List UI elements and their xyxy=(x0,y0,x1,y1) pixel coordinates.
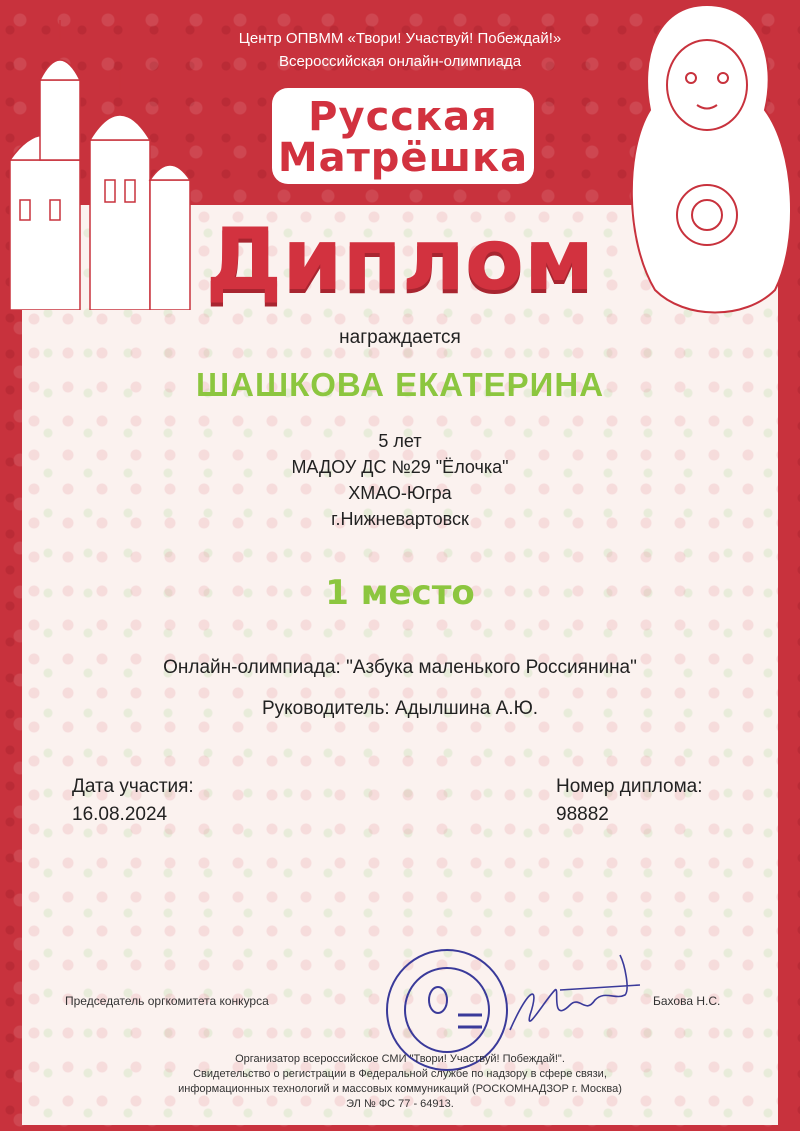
footer-line-4: ЭЛ № ФС 77 - 64913. xyxy=(346,1098,454,1110)
awarded-label: награждается xyxy=(339,327,461,348)
footer-line-1: Организатор всероссийское СМИ "Твори! Участвуй! Побеждай!". xyxy=(235,1053,565,1065)
number-value: 98882 xyxy=(556,804,609,825)
chairman-label: Председатель оргкомитета конкурса xyxy=(65,994,269,1008)
footer-line-3: информационных технологий и массовых коммуникаций (РОСКОМНАДЗОР г. Москва) xyxy=(178,1083,622,1095)
info-age: 5 лет xyxy=(378,431,422,451)
organizer-line: Центр ОПВММ «Твори! Участвуй! Побеждай!» xyxy=(238,30,562,47)
date-label: Дата участия: xyxy=(72,776,194,797)
handwritten-signature xyxy=(500,945,650,1040)
diploma-number xyxy=(556,773,703,829)
logo-line-1: Русская xyxy=(308,94,498,140)
chairman-name: Бахова Н.С. xyxy=(653,994,721,1008)
diploma-title: Диплом xyxy=(205,210,595,310)
logo-line-2: Матрёшка xyxy=(277,135,529,181)
number-label: Номер диплома: xyxy=(556,776,703,797)
footer-legal xyxy=(0,1052,800,1112)
awardee-name: ШАШКОВА ЕКАТЕРИНА xyxy=(195,366,605,403)
info-city: г.Нижневартовск xyxy=(331,509,469,529)
leader-line: Руководитель: Адылшина А.Ю. xyxy=(261,698,539,719)
olympiad-name: Онлайн-олимпиада: "Азбука маленького Россиянина" xyxy=(163,657,637,678)
date-value: 16.08.2024 xyxy=(72,804,168,825)
info-institution: МАДОУ ДС №29 "Ёлочка" xyxy=(291,457,509,477)
awardee-info xyxy=(0,428,800,532)
place-award: 1 место xyxy=(325,573,475,613)
footer-line-2: Свидетельство о регистрации в Федеральной службе по надзору в сфере связи, xyxy=(193,1068,607,1080)
event-type-line: Всероссийская онлайн-олимпиада xyxy=(278,53,522,70)
participation-date xyxy=(72,773,194,829)
info-region: ХМАО-Югра xyxy=(348,483,452,503)
matryoshka-doll-illustration xyxy=(615,0,800,320)
